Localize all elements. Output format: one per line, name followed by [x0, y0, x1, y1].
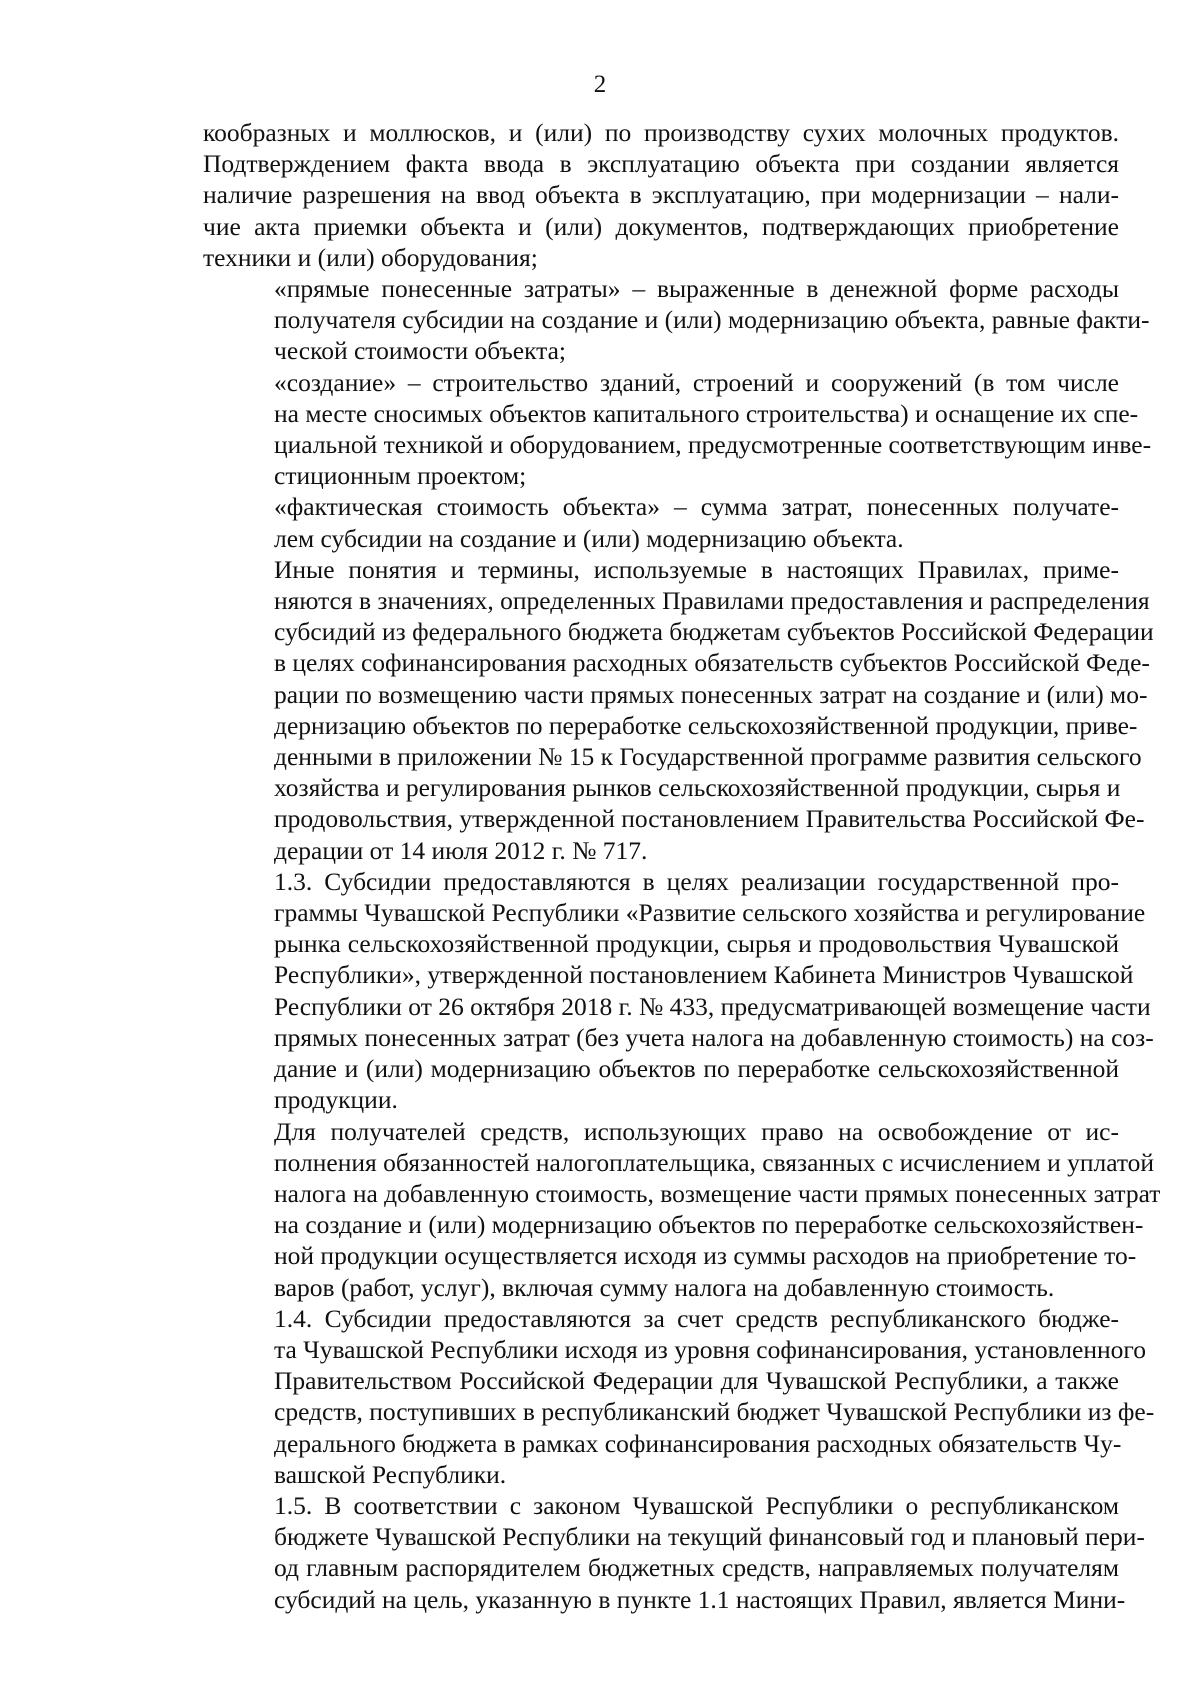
text-line: денными в приложении № 15 к Государственной программе развития сельского: [274, 742, 1142, 772]
text-line: получателя субсидии на создание и (или) модернизацию объекта, равные факти-: [274, 305, 1150, 335]
text-line: граммы Чувашской Республики «Развитие сельского хозяйства и регулирование: [274, 898, 1146, 928]
text-line: техники и (или) оборудования;: [203, 242, 538, 272]
text-line: субсидий из федерального бюджета бюджетам субъектов Российской Федерации: [274, 617, 1154, 647]
text-line: «фактическая стоимость объекта» – сумма затрат, понесенных получате-: [274, 492, 1119, 522]
text-line: дание и (или) модернизацию объектов по переработке сельскохозяйственной: [274, 1054, 1119, 1084]
paragraph: [203, 1116, 1161, 1303]
text-line: лем субсидии на создание и (или) модернизацию объекта.: [274, 523, 904, 553]
text-line: дерации от 14 июля 2012 г. № 717.: [274, 835, 648, 865]
text-line: Для получателей средств, использующих право на освобождение от ис-: [274, 1116, 1119, 1146]
text-line: налога на добавленную стоимость, возмещение части прямых понесенных затрат: [274, 1178, 1161, 1208]
paragraph: [203, 554, 1154, 866]
text-line: на создание и (или) модернизацию объектов по переработке сельскохозяйствен-: [274, 1210, 1144, 1240]
text-line: «создание» – строительство зданий, строений и сооружений (в том числе: [274, 367, 1119, 397]
text-line: циальной техникой и оборудованием, предусмотренные соответствующим инве-: [274, 430, 1152, 460]
text-line: стиционным проектом;: [274, 461, 527, 491]
text-line: Правительством Российской Федерации для Чувашской Республики, а также: [274, 1366, 1119, 1396]
text-line: хозяйства и регулирования рынков сельскохозяйственной продукции, сырья и: [274, 773, 1121, 803]
text-line: дернизацию объектов по переработке сельскохозяйственной продукции, приве-: [274, 710, 1138, 740]
paragraph: [203, 273, 1150, 367]
text-line: прямых понесенных затрат (без учета налога на добавленную стоимость) на соз-: [274, 1022, 1154, 1052]
paragraph: [203, 1303, 1155, 1490]
text-line: 1.3. Субсидии предоставляются в целях реализации государственной про-: [274, 866, 1119, 896]
text-line: рынка сельскохозяйственной продукции, сырья и продовольствия Чувашской: [274, 929, 1119, 959]
paragraph: [203, 1490, 1145, 1615]
text-line: наличие разрешения на ввод объекта в эксплуатацию, при модернизации – нали-: [203, 180, 1119, 210]
text-line: продовольствия, утвержденной постановлением Правительства Российской Фе-: [274, 804, 1145, 834]
text-line: продукции.: [274, 1085, 398, 1115]
text-line: варов (работ, услуг), включая сумму налога на добавленную стоимость.: [274, 1272, 1055, 1302]
paragraph: [203, 491, 1119, 553]
text-line: рации по возмещению части прямых понесенных затрат на создание и (или) мо-: [274, 679, 1148, 709]
paragraph: [203, 117, 1119, 273]
text-line: Республики», утвержденной постановлением Кабинета Министров Чувашской: [274, 960, 1134, 990]
text-line: Республики от 26 октября 2018 г. № 433, предусматривающей возмещение части: [274, 991, 1151, 1021]
text-line: од главным распорядителем бюджетных средств, направляемых получателям: [274, 1553, 1119, 1583]
text-line: чие акта приемки объекта и (или) документов, подтверждающих приобретение: [203, 211, 1119, 241]
paragraph: [203, 866, 1154, 1116]
text-line: Подтверждением факта ввода в эксплуатацию объекта при создании является: [203, 149, 1119, 179]
text-line: полнения обязанностей налогоплательщика, связанных с исчислением и уплатой: [274, 1147, 1155, 1177]
text-line: кообразных и моллюсков, и (или) по производству сухих молочных продуктов.: [203, 118, 1119, 147]
text-line: субсидий на цель, указанную в пункте 1.1 настоящих Правил, является Мини-: [274, 1584, 1126, 1614]
text-line: та Чувашской Республики исходя из уровня софинансирования, установленного: [274, 1334, 1146, 1364]
text-line: «прямые понесенные затраты» – выраженные в денежной форме расходы: [274, 274, 1119, 304]
text-line: няются в значениях, определенных Правилами предоставления и распределения: [274, 586, 1150, 616]
text-line: бюджете Чувашской Республики на текущий финансовый год и плановый пери-: [274, 1522, 1145, 1552]
text-line: ной продукции осуществляется исходя из суммы расходов на приобретение то-: [274, 1241, 1137, 1271]
text-line: 1.5. В соответствии с законом Чувашской Республики о республиканском: [274, 1490, 1119, 1520]
text-line: на месте сносимых объектов капитального строительства) и оснащение их спе-: [274, 398, 1139, 428]
text-line: средств, поступивших в республиканский бюджет Чувашской Республики из фе-: [274, 1397, 1155, 1427]
document-body: [203, 117, 1161, 1615]
paragraph: [203, 367, 1152, 492]
text-line: дерального бюджета в рамках софинансирования расходных обязательств Чу-: [274, 1428, 1122, 1458]
text-line: в целях софинансирования расходных обязательств субъектов Российской Феде-: [274, 648, 1150, 678]
text-line: ческой стоимости объекта;: [274, 336, 566, 366]
page-number: 2: [593, 71, 607, 98]
text-line: Иные понятия и термины, используемые в настоящих Правилах, приме-: [274, 554, 1119, 584]
text-line: 1.4. Субсидии предоставляются за счет средств республиканского бюдже-: [274, 1303, 1119, 1333]
text-line: вашской Республики.: [274, 1459, 507, 1489]
